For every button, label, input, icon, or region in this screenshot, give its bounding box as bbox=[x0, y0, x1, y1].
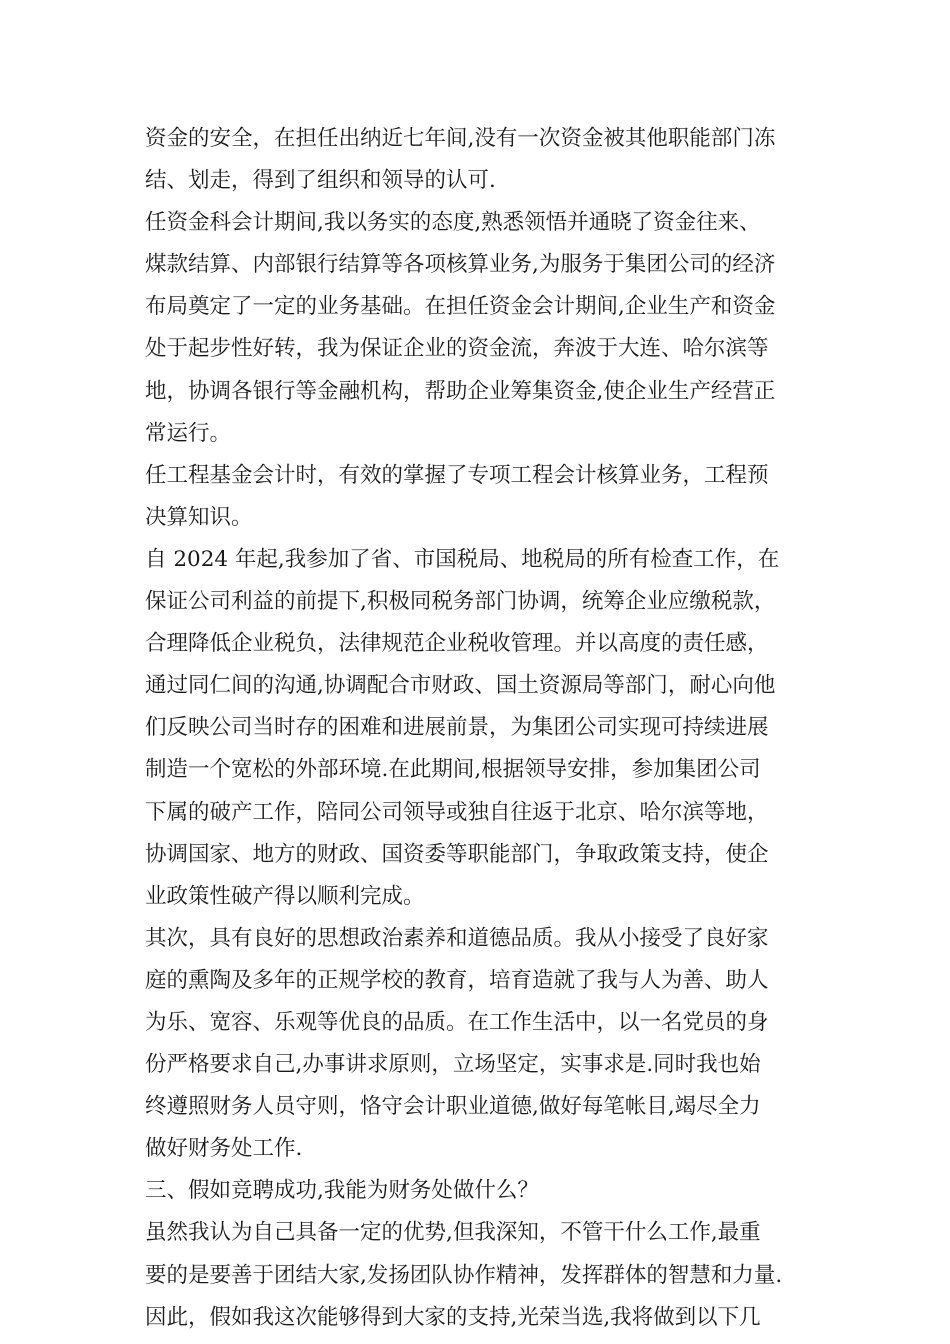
text-line: 其次，具有良好的思想政治素养和道德品质。我从小接受了良好家 bbox=[145, 925, 769, 951]
text-line: 们反映公司当时存的困难和进展前景，为集团公司实现可持续进展 bbox=[145, 715, 769, 741]
text-line: 份严格要求自己,办事讲求原则，立场坚定，实事求是.同时我也始 bbox=[145, 1052, 761, 1078]
text-line: 任工程基金会计时，有效的掌握了专项工程会计核算业务，工程预 bbox=[145, 462, 769, 488]
text-line: 制造一个宽松的外部环境.在此期间,根据领导安排，参加集团公司 bbox=[145, 757, 761, 783]
text-line: 下属的破产工作，陪同公司领导或独自往返于北京、哈尔滨等地， bbox=[145, 799, 769, 825]
text-line: 通过同仁间的沟通,协调配合市财政、国土资源局等部门，耐心向他 bbox=[145, 673, 776, 699]
text-line: 终遵照财务人员守则，恪守会计职业道德,做好每笔帐目,竭尽全力 bbox=[145, 1094, 761, 1120]
text-line: 要的是要善于团结大家,发扬团队协作精神，发挥群体的智慧和力量. bbox=[145, 1262, 783, 1288]
text-line: 因此，假如我这次能够得到大家的支持,光荣当选,我将做到以下几 bbox=[145, 1304, 761, 1330]
text-line: 资金的安全，在担任出纳近七年间,没有一次资金被其他职能部门冻 bbox=[145, 126, 776, 151]
text-line: 处于起步性好转，我为保证企业的资金流，奔波于大连、哈尔滨等 bbox=[145, 336, 769, 362]
text-line: 自 2024 年起,我参加了省、市国税局、地税局的所有检查工作，在 bbox=[145, 546, 780, 572]
text-line: 业政策性破产得以顺利完成。 bbox=[145, 883, 425, 909]
text-line: 决算知识。 bbox=[145, 504, 253, 530]
text-line: 任资金科会计期间,我以务实的态度,熟悉领悟并通晓了资金往来、 bbox=[145, 210, 761, 236]
section-heading: 三、假如竞聘成功,我能为财务处做什么？ bbox=[145, 1178, 539, 1204]
text-line: 结、划走，得到了组织和领导的认可. bbox=[145, 168, 496, 194]
text-line: 做好财务处工作. bbox=[145, 1136, 303, 1162]
document-body bbox=[145, 118, 815, 1339]
text-line: 保证公司利益的前提下,积极同税务部门协调，统筹企业应缴税款， bbox=[145, 589, 776, 615]
text-line: 地，协调各银行等金融机构，帮助企业筹集资金,使企业生产经营正 bbox=[145, 378, 776, 404]
text-line: 煤款结算、内部银行结算等各项核算业务,为服务于集团公司的经济 bbox=[145, 252, 776, 278]
text-line: 布局奠定了一定的业务基础。在担任资金会计期间,企业生产和资金 bbox=[145, 294, 776, 320]
text-line: 虽然我认为自己具备一定的优势,但我深知，不管干什么工作,最重 bbox=[145, 1220, 761, 1246]
text-line: 为乐、宽容、乐观等优良的品质。在工作生活中，以一名党员的身 bbox=[145, 1009, 769, 1035]
text-line: 合理降低企业税负，法律规范企业税收管理。并以高度的责任感， bbox=[145, 631, 769, 657]
text-line: 庭的熏陶及多年的正规学校的教育，培育造就了我与人为善、助人 bbox=[145, 967, 769, 993]
text-line: 常运行。 bbox=[145, 420, 232, 446]
text-line: 协调国家、地方的财政、国资委等职能部门，争取政策支持，使企 bbox=[145, 841, 769, 867]
